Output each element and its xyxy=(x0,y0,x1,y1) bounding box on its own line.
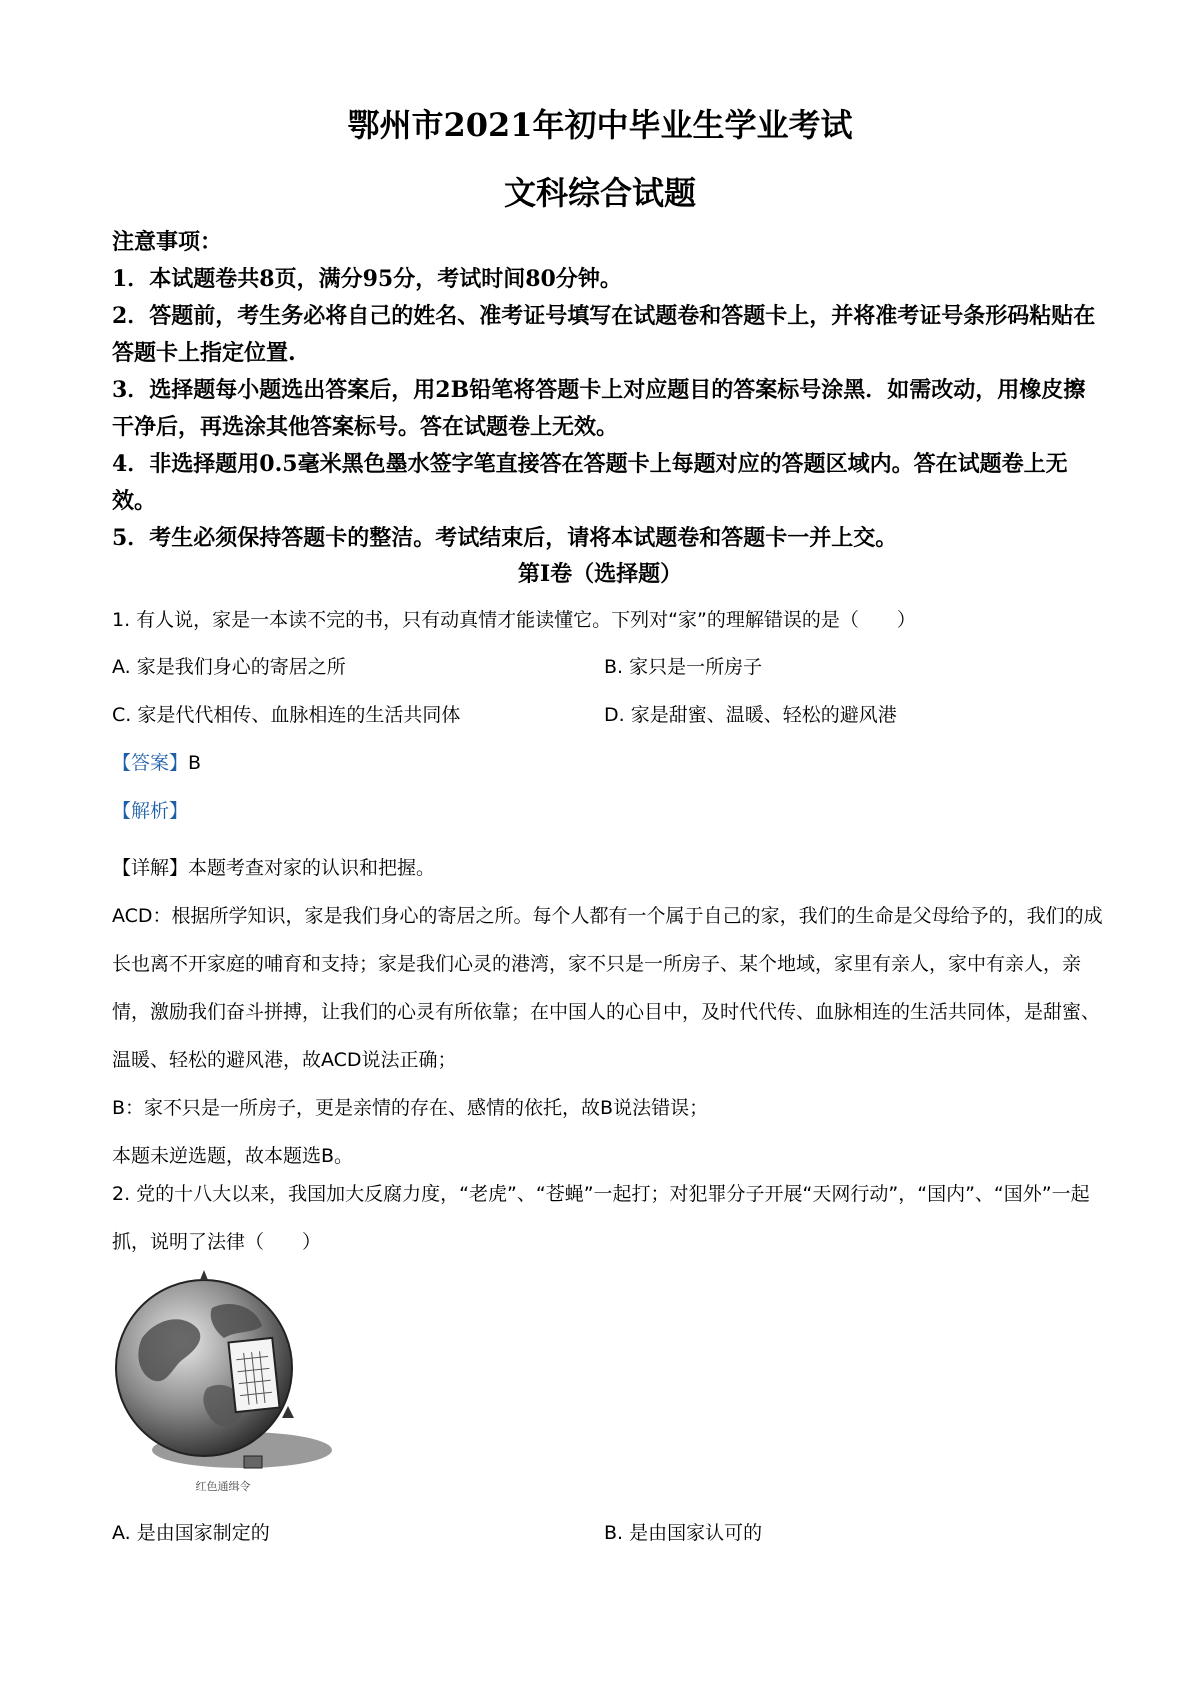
answer-line xyxy=(112,748,201,775)
small-figure xyxy=(282,1406,294,1418)
question-1-stem: 1. 有人说，家是一本读不完的书，只有动真情才能读懂它。下列对“家”的理解错误的是（ ） xyxy=(112,609,916,631)
notice-heading: 注意事项： xyxy=(112,229,223,255)
question-1-option-a: A. 家是我们身心的寄居之所 xyxy=(112,656,346,678)
answer-label: 【答案】 xyxy=(112,752,189,774)
detail-block xyxy=(112,844,1107,1180)
notice-item: 5．考生必须保持答题卡的整洁。考试结束后，请将本试题卷和答题卡一并上交。 xyxy=(112,525,898,551)
small-box xyxy=(244,1456,262,1468)
analysis-label: 【解析】 xyxy=(112,800,189,822)
question-2-option-b: B. 是由国家认可的 xyxy=(604,1522,763,1544)
detail-paragraph: 【详解】本题考查对家的认识和把握。 xyxy=(112,857,436,879)
detail-paragraph: B：家不只是一所房子，更是亲情的存在、感情的依托，故B说法错误； xyxy=(112,1097,709,1119)
detail-paragraph: 本题未逆选题，故本题选B。 xyxy=(112,1145,354,1167)
globe-illustration xyxy=(112,1268,334,1476)
exam-title: 鄂州市2021年初中毕业生学业考试 xyxy=(347,106,853,144)
notice-item: 1．本试题卷共8页，满分95分，考试时间80分钟。 xyxy=(112,266,622,292)
notice-item: 3．选择题每小题选出答案后，用2B铅笔将答题卡上对应题目的答案标号涂黑．如需改动，用橡皮擦干净后，再选涂其他答案标号。答在试题卷上无效。 xyxy=(112,377,1086,440)
answer-value: B xyxy=(188,752,202,774)
exam-subtitle: 文科综合试题 xyxy=(503,174,696,212)
figure-caption: 红色通缉令 xyxy=(195,1480,251,1493)
notice-item: 4．非选择题用0.5毫米黑色墨水签字笔直接答在答题卡上每题对应的答题区域内。答在试题卷上无效。 xyxy=(112,451,1068,514)
question-1-option-b: B. 家只是一所房子 xyxy=(604,656,763,678)
detail-paragraph: ACD：根据所学知识，家是我们身心的寄居之所。每个人都有一个属于自己的家，我们的生命是父母给予的，我们的成长也离不开家庭的哺育和支持；家是我们心灵的港湾，家不只是一所房子、某个地域，家里有亲人，家中有亲人，亲情，激励我们奋斗拼搏，让我们的心灵有所依靠；在中国人的心目中，及时代代传、血脉相连的生活共同体，是甜蜜、温暖、轻松的避风港，故ACD说法正确； xyxy=(112,905,1103,1071)
question-1-option-c: C. 家是代代相传、血脉相连的生活共同体 xyxy=(112,704,461,726)
notice-item: 2．答题前，考生务必将自己的姓名、准考证号填写在试题卷和答题卡上，并将准考证号条形码粘贴在答题卡上指定位置. xyxy=(112,303,1096,366)
question-2-option-a: A. 是由国家制定的 xyxy=(112,1522,270,1544)
question-1-option-d: D. 家是甜蜜、温暖、轻松的避风港 xyxy=(604,704,897,726)
notice-block xyxy=(112,224,1102,557)
globe-stem xyxy=(200,1270,208,1280)
section-title: 第Ⅰ卷（选择题） xyxy=(517,561,683,587)
question-2-stem: 2. 党的十八大以来，我国加大反腐力度，“老虎”、“苍蝇”一起打；对犯罪分子开展“天网行动”，“国内”、“国外”一起抓，说明了法律（ ） xyxy=(112,1183,1090,1253)
